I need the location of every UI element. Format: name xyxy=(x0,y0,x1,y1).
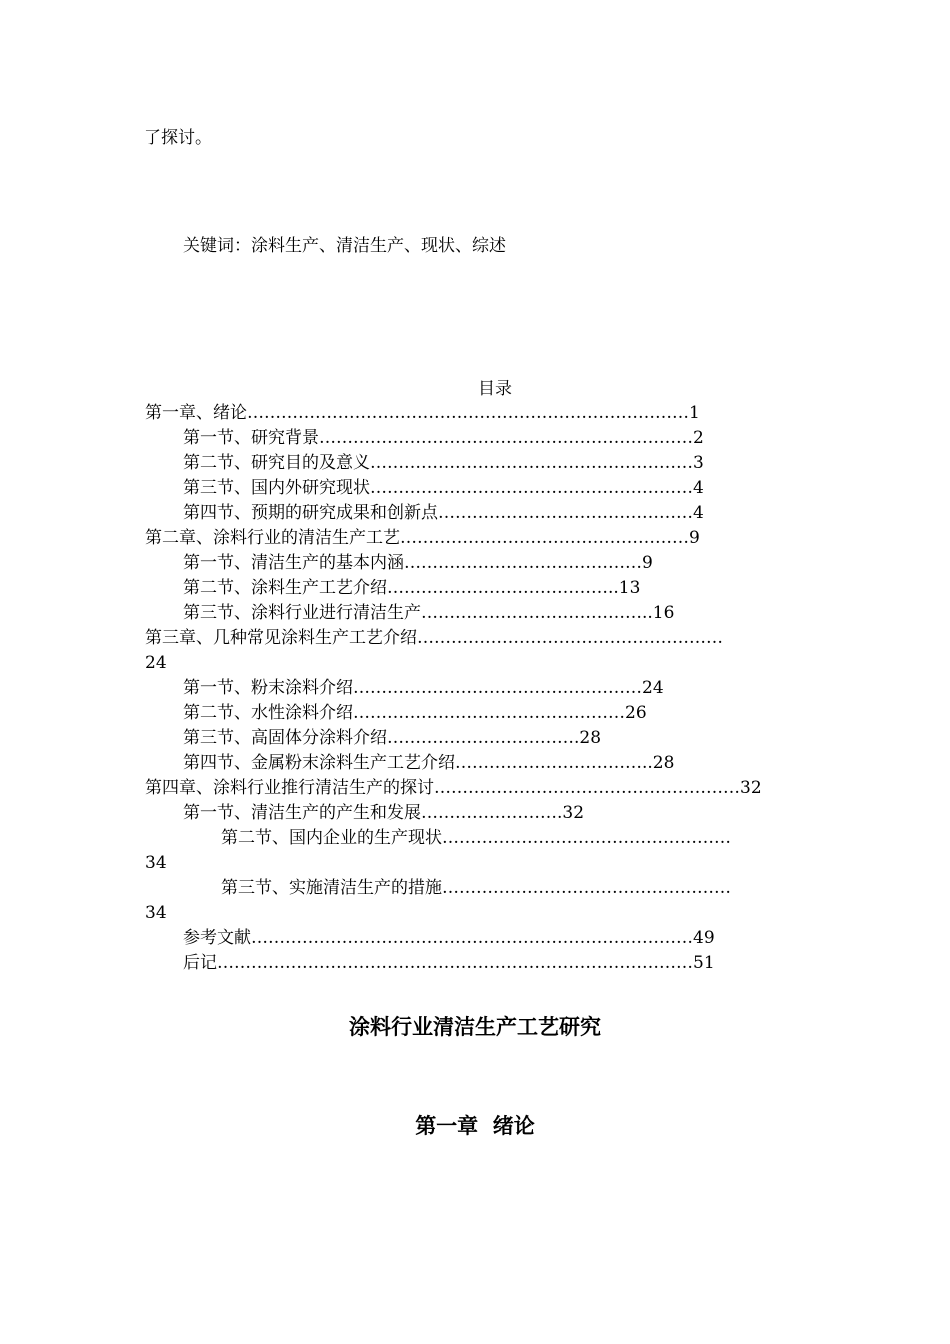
toc-entry-chapter-2[interactable]: 第二章、涂料行业的清洁生产工艺……………………………………………9 xyxy=(145,528,700,548)
toc-entry-3-3[interactable]: 第三节、高固体分涂料介绍…………………………….28 xyxy=(183,728,602,748)
toc-entry-postscript[interactable]: 后记…………………………………………………………………………51 xyxy=(183,953,715,973)
toc-entry-1-3[interactable]: 第三节、国内外研究现状…………………………………………………4 xyxy=(183,478,704,498)
toc-entry-3-2[interactable]: 第二节、水性涂料介绍…………………………………………26 xyxy=(183,703,647,723)
toc-entry-2-3[interactable]: 第三节、涂料行业进行清洁生产…………………………………..16 xyxy=(183,603,675,623)
toc-entry-1-2[interactable]: 第二节、研究目的及意义…………………………………………………3 xyxy=(183,453,704,473)
toc-entry-chapter-4[interactable]: 第四章、涂料行业推行清洁生产的探讨………………………………………………32 xyxy=(145,778,762,798)
toc-entry-references[interactable]: 参考文献……………………………………………………………………49 xyxy=(183,928,715,948)
toc-entry-1-1[interactable]: 第一节、研究背景…………………………………………………………2 xyxy=(183,428,704,448)
toc-entry-chapter-3[interactable]: 第三章、几种常见涂料生产工艺介绍……………………………………………… xyxy=(145,628,723,648)
toc-entry-3-1[interactable]: 第一节、粉末涂料介绍……………………………………………24 xyxy=(183,678,664,698)
toc-entry-4-2[interactable]: 第二节、国内企业的生产现状…………………………………………… xyxy=(221,828,731,848)
toc-title: 目录 xyxy=(478,379,512,399)
toc-entry-4-1[interactable]: 第一节、清洁生产的产生和发展…………………….32 xyxy=(183,803,585,823)
thesis-title: 涂料行业清洁生产工艺研究 xyxy=(349,1014,601,1039)
keywords-line: 关键词：涂料生产、清洁生产、现状、综述 xyxy=(183,236,506,256)
toc-entry-chapter-1[interactable]: 第一章、绪论……………………………………………………………………1 xyxy=(145,403,700,423)
toc-entry-3-4[interactable]: 第四节、金属粉末涂料生产工艺介绍……………………………..28 xyxy=(183,753,675,773)
toc-entry-4-3-page: 34 xyxy=(145,903,167,923)
toc-entry-4-3[interactable]: 第三节、实施清洁生产的措施…………………………………………… xyxy=(221,878,731,898)
chapter-heading: 第一章 绪论 xyxy=(415,1113,535,1138)
toc-entry-2-2[interactable]: 第二节、涂料生产工艺介绍…………………………………..13 xyxy=(183,578,641,598)
toc-entry-4-2-page: 34 xyxy=(145,853,167,873)
intro-tail-text: 了探讨。 xyxy=(144,128,212,148)
toc-entry-2-1[interactable]: 第一节、清洁生产的基本内涵……………………………………9 xyxy=(183,553,653,573)
toc-entry-1-4[interactable]: 第四节、预期的研究成果和创新点………………………………………4 xyxy=(183,503,704,523)
toc-entry-chapter-3-page: 24 xyxy=(145,653,167,673)
